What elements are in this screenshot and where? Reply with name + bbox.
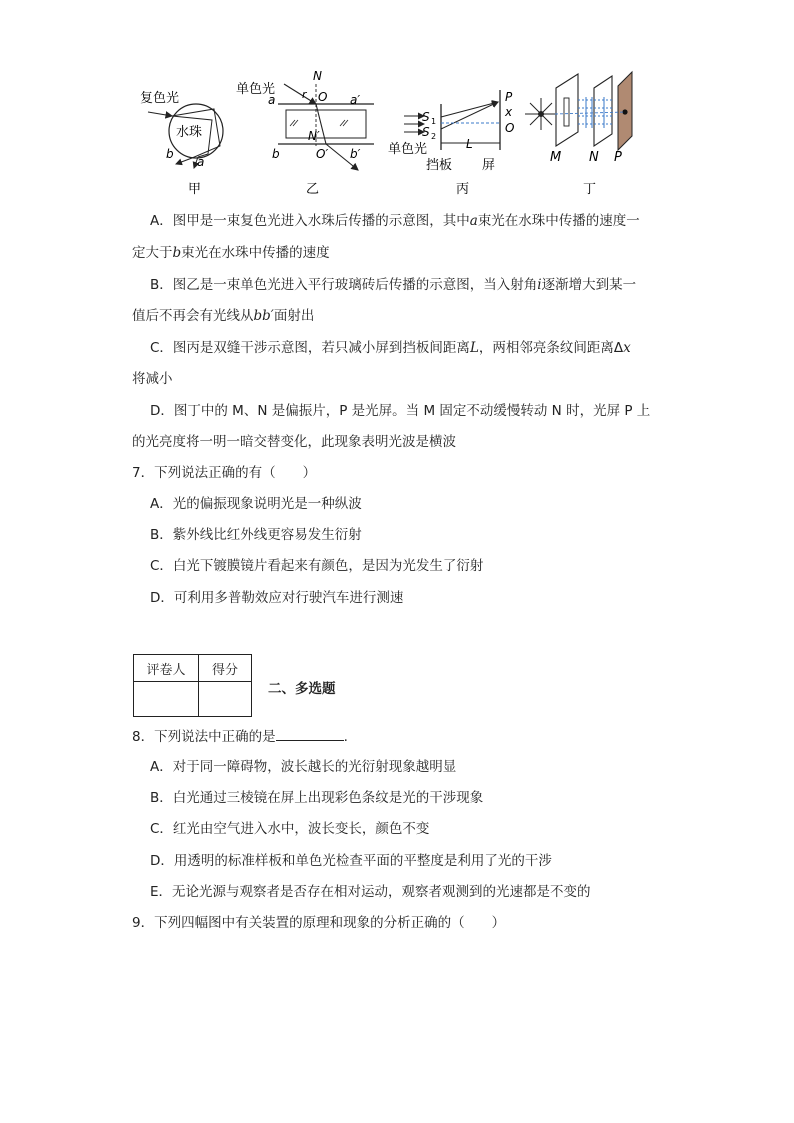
q6-D2-text: 的光亮度将一明一暗交替变化，此现象表明光波是横波 — [132, 434, 456, 450]
yi-caption: 乙 — [306, 182, 320, 197]
q6-option-B-line2 — [132, 306, 314, 326]
q6-D-text: D．图丁中的 M、N 是偏振片，P 是光屏。当 M 固定不动缓慢转动 N 时，光屏 P 上 — [150, 403, 651, 419]
q6-B-text-rest: 逐渐增大到某一 — [541, 277, 637, 293]
q7-option-C[interactable]: C．白光下镀膜镜片看起来有颜色，是因为光发生了衍射 — [150, 558, 484, 574]
yi-glass-block — [286, 110, 366, 138]
q6-option-A-line1 — [150, 211, 640, 231]
q7-option-B[interactable]: B．紫外线比红外线更容易发生衍射 — [150, 527, 362, 543]
bing-S1-sub: 1 — [431, 117, 437, 126]
yi-O-label: O — [318, 90, 328, 104]
q6-C-text-rest: ，两相邻亮条纹间距离 — [478, 340, 614, 356]
bing-L-label: L — [466, 137, 473, 151]
q7-option-D[interactable]: D．可利用多普勒效应对行驶汽车进行测速 — [150, 590, 404, 606]
q6-option-B-line1 — [150, 275, 636, 295]
bing-P-label: P — [505, 90, 513, 104]
figure-yi — [236, 69, 374, 197]
ding-light-source — [538, 111, 544, 117]
yi-light-label: 单色光 — [236, 82, 276, 97]
q6-C-text: C．图丙是双缝干涉示意图，若只减小屏到挡板间距离 — [150, 340, 470, 356]
q8-stem-line — [132, 726, 348, 747]
jia-b-label: b — [166, 147, 174, 161]
bing-screen-label: 屏 — [482, 158, 496, 173]
jia-drop-label: 水珠 — [176, 125, 203, 140]
q6-A2-var-b: b — [172, 245, 182, 261]
q8-answer-blank[interactable] — [276, 726, 344, 741]
q7-stem: 7．下列说法正确的有（ ） — [132, 465, 317, 481]
bing-baffle-label: 挡板 — [426, 158, 453, 173]
bing-S2-sub: 2 — [431, 132, 437, 141]
figure-jia — [140, 90, 223, 197]
q7-option-A[interactable]: A．光的偏振现象说明光是一种纵波 — [150, 496, 362, 512]
bing-S1-label: S — [422, 110, 430, 124]
figure-row — [0, 0, 794, 200]
q6-A-text: A．图甲是一束复色光进入水珠后传播的示意图，其中 — [150, 213, 470, 229]
q6-B-var-i: i — [537, 277, 542, 293]
bing-ray-s1 — [441, 102, 498, 117]
q8-option-D[interactable]: D．用透明的标准样板和单色光检查平面的平整度是利用了光的干涉 — [150, 853, 552, 869]
yi-N-prime-label: N′ — [308, 129, 320, 143]
yi-a-prime-label: a′ — [350, 93, 361, 107]
q6-C2-text: 将减小 — [132, 371, 173, 387]
q8-stem: 8．下列说法中正确的是 — [132, 729, 276, 745]
reviewer-header: 评卷人 — [134, 655, 199, 682]
q6-B-text: B．图乙是一束单色光进入平行玻璃砖后传播的示意图，当入射角 — [150, 277, 538, 293]
yi-N-label: N — [313, 69, 322, 83]
q6-A2-text-rest: 束光在水珠中传播的速度 — [181, 245, 330, 261]
yi-b-label: b — [272, 147, 280, 161]
yi-a-label: a — [268, 93, 276, 107]
q6-option-D-line1 — [150, 401, 650, 421]
q8-stem-end: . — [343, 729, 348, 745]
q6-B2-text-rest: 面射出 — [273, 308, 315, 324]
score-cell[interactable] — [199, 682, 252, 717]
bing-ray-s2 — [441, 102, 498, 129]
score-header: 得分 — [199, 655, 252, 682]
bing-light-label: 单色光 — [388, 142, 428, 157]
score-table — [133, 654, 252, 717]
jia-exit-ray-b — [176, 158, 192, 164]
q6-C-var-L: L — [469, 340, 479, 356]
q6-B2-var-bb: bb′ — [253, 308, 274, 324]
section-title: 二、多选题 — [268, 681, 336, 697]
q8-option-C[interactable]: C．红光由空气进入水中，波长变长，颜色不变 — [150, 821, 430, 837]
q6-A2-text: 定大于 — [132, 245, 173, 261]
ding-axis-dashed — [555, 112, 625, 114]
ding-polarizer-M — [556, 74, 578, 146]
ding-caption: 丁 — [583, 182, 597, 197]
ding-P-label: P — [614, 150, 622, 165]
bing-caption: 丙 — [456, 182, 470, 197]
q8-option-B[interactable]: B．白光通过三棱镜在屏上出现彩色条纹是光的干涉现象 — [150, 790, 484, 806]
q6-C-var-x: x — [623, 340, 631, 356]
yi-b-prime-label: b′ — [350, 147, 361, 161]
q6-A-text-rest: 束光在水珠中传播的速度一 — [477, 213, 640, 229]
figure-bing — [388, 90, 514, 197]
q6-C-delta: Δ — [613, 340, 624, 356]
figures-svg — [0, 0, 794, 200]
reviewer-cell[interactable] — [134, 682, 199, 717]
bing-O-label: O — [505, 121, 515, 135]
q6-option-D-line2 — [132, 432, 456, 452]
bing-S2-label: S — [422, 125, 430, 139]
q6-option-C-line1 — [150, 338, 631, 358]
q6-option-C-line2 — [132, 369, 173, 389]
q6-B2-text: 值后不再会有光线从 — [132, 308, 254, 324]
q6-A-var-a: a — [469, 213, 478, 229]
q6-option-A-line2 — [132, 243, 330, 263]
bing-x-label: x — [505, 105, 513, 119]
jia-a-label: a — [197, 155, 205, 169]
ding-M-label: M — [550, 150, 562, 165]
ding-N-label: N — [589, 150, 599, 165]
jia-incident-ray — [148, 112, 172, 116]
ding-polarizer-N — [594, 76, 612, 146]
jia-caption: 甲 — [188, 182, 202, 197]
q9-stem: 9．下列四幅图中有关装置的原理和现象的分析正确的（ ） — [132, 915, 506, 931]
figure-ding — [525, 72, 632, 197]
yi-O-prime-label: O′ — [316, 147, 329, 161]
yi-r-label: r — [302, 88, 307, 101]
yi-incident-ray — [284, 84, 316, 104]
q8-option-A[interactable]: A．对于同一障碍物，波长越长的光衍射现象越明显 — [150, 759, 457, 775]
jia-light-label: 复色光 — [140, 91, 180, 106]
ding-M-slit — [564, 98, 569, 126]
q8-option-E[interactable]: E．无论光源与观察者是否存在相对运动，观察者观测到的光速都是不变的 — [150, 884, 591, 900]
